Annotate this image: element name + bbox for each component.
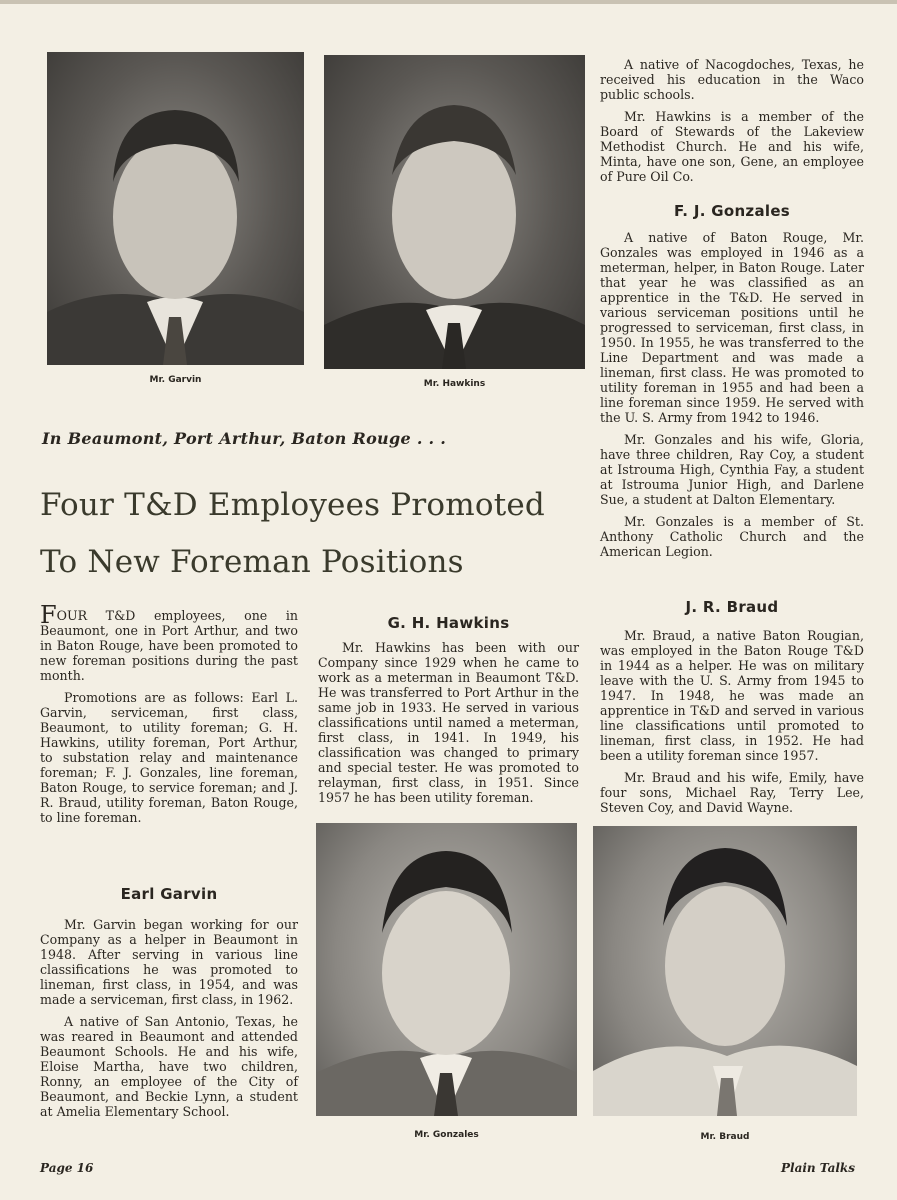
caption-hawkins: Mr. Hawkins	[423, 379, 486, 389]
hawkins-continued-column	[600, 57, 864, 191]
gonzales-paragraph-1: A native of Baton Rouge, Mr. Gonzales was employed in 1946 as a meterman, helper, in Baton Rouge. Later that year he was classified as an apprentice in the T&D. He served in various serviceman positions until he progressed to serviceman, first class, in 1950. In 1955, he was transferred to the Line Department and was made a lineman, first class. He was promoted to utility foreman in 1955 and had been a line foreman since 1959. He served with the U. S. Army from 1942 to 1946.	[600, 230, 864, 425]
garvin-paragraph-2: A native of San Antonio, Texas, he was reared in Beaumont and attended Beaumont Schools. He and his wife, Eloise Martha, have two children, Ronny, an employee of the City of Beaumont, and Beckie Lynn, a student at Amelia Elementary School.	[40, 1014, 298, 1119]
braud-paragraph-1: Mr. Braud, a native Baton Rougian, was employed in the Baton Rouge T&D in 1944 as a helper. He was on military leave with the U. S. Army from 1945 to 1947. In 1948, he was made an apprentice in T&D and served in various line classifications until promoted to lineman, first class, in 1952. He had been a utility foreman since 1957.	[600, 628, 864, 763]
photo-garvin	[47, 52, 304, 365]
intro-column	[40, 601, 298, 832]
photo-braud	[593, 826, 857, 1116]
publication-name: Plain Talks	[780, 1161, 855, 1175]
headline-line-2: To New Foreman Positions	[40, 544, 464, 580]
hawkins-paragraph-1: Mr. Hawkins has been with our Company since 1929 when he came to work as a meterman in Beaumont T&D. He was transferred to Port Arthur in the same job in 1933. He served in various classifications until named a meterman, first class, in 1941. In 1949, his classification was changed to primary and special tester. He was promoted to relayman, first class, in 1951. Since 1957 he has been utility foreman.	[318, 640, 579, 805]
garvin-heading: Earl Garvin	[120, 885, 218, 903]
photo-gonzales	[316, 823, 577, 1116]
intro-paragraph-2: Promotions are as follows: Earl L. Garvin, serviceman, first class, Beaumont, to utility foreman; G. H. Hawkins, utility foreman, Port Arthur, to substation relay and maintenance foreman; F. J. Gonzales, line foreman, Baton Rouge, to service foreman; and J. R. Braud, utility foreman, Baton Rouge, to line foreman.	[40, 690, 298, 825]
hawkins-column	[318, 640, 579, 812]
kicker: In Beaumont, Port Arthur, Baton Rouge . . .	[42, 429, 447, 448]
gonzales-heading: F. J. Gonzales	[673, 202, 791, 220]
hawkins-heading: G. H. Hawkins	[387, 614, 510, 632]
gonzales-paragraph-3: Mr. Gonzales is a member of St. Anthony Catholic Church and the American Legion.	[600, 514, 864, 559]
intro-paragraph-1	[40, 601, 298, 683]
hawkins-paragraph-3: Mr. Hawkins is a member of the Board of Stewards of the Lakeview Methodist Church. He and his wife, Minta, have one son, Gene, an employee of Pure Oil Co.	[600, 109, 864, 184]
braud-paragraph-2: Mr. Braud and his wife, Emily, have four sons, Michael Ray, Terry Lee, Steven Coy, and David Wayne.	[600, 770, 864, 815]
braud-heading: J. R. Braud	[685, 598, 779, 616]
gonzales-paragraph-2: Mr. Gonzales and his wife, Gloria, have three children, Ray Coy, a student at Istrouma High, Cynthia Fay, a student at Istrouma Junior High, and Darlene Sue, a student at Dalton Elementary.	[600, 432, 864, 507]
page-number: Page 16	[40, 1161, 94, 1175]
top-rule	[0, 0, 897, 4]
hawkins-paragraph-2: A native of Nacogdoches, Texas, he received his education in the Waco public schools.	[600, 57, 864, 102]
drop-cap: F	[40, 601, 57, 629]
garvin-column	[40, 917, 298, 1126]
headline-line-1: Four T&D Employees Promoted	[40, 487, 545, 523]
caption-braud: Mr. Braud	[700, 1132, 750, 1142]
caption-gonzales: Mr. Gonzales	[414, 1130, 479, 1140]
intro-paragraph-1-text: OUR T&D employees, one in Beaumont, one in Port Arthur, and two in Baton Rouge, have been promoted to new foreman positions during the past month.	[40, 608, 298, 683]
gonzales-column	[600, 230, 864, 566]
photo-hawkins	[324, 55, 585, 369]
garvin-paragraph-1: Mr. Garvin began working for our Company as a helper in Beaumont in 1948. After serving in various line classifications he was promoted to lineman, first class, in 1954, and was made a serviceman, first class, in 1962.	[40, 917, 298, 1007]
braud-column	[600, 628, 864, 822]
caption-garvin: Mr. Garvin	[149, 375, 202, 385]
